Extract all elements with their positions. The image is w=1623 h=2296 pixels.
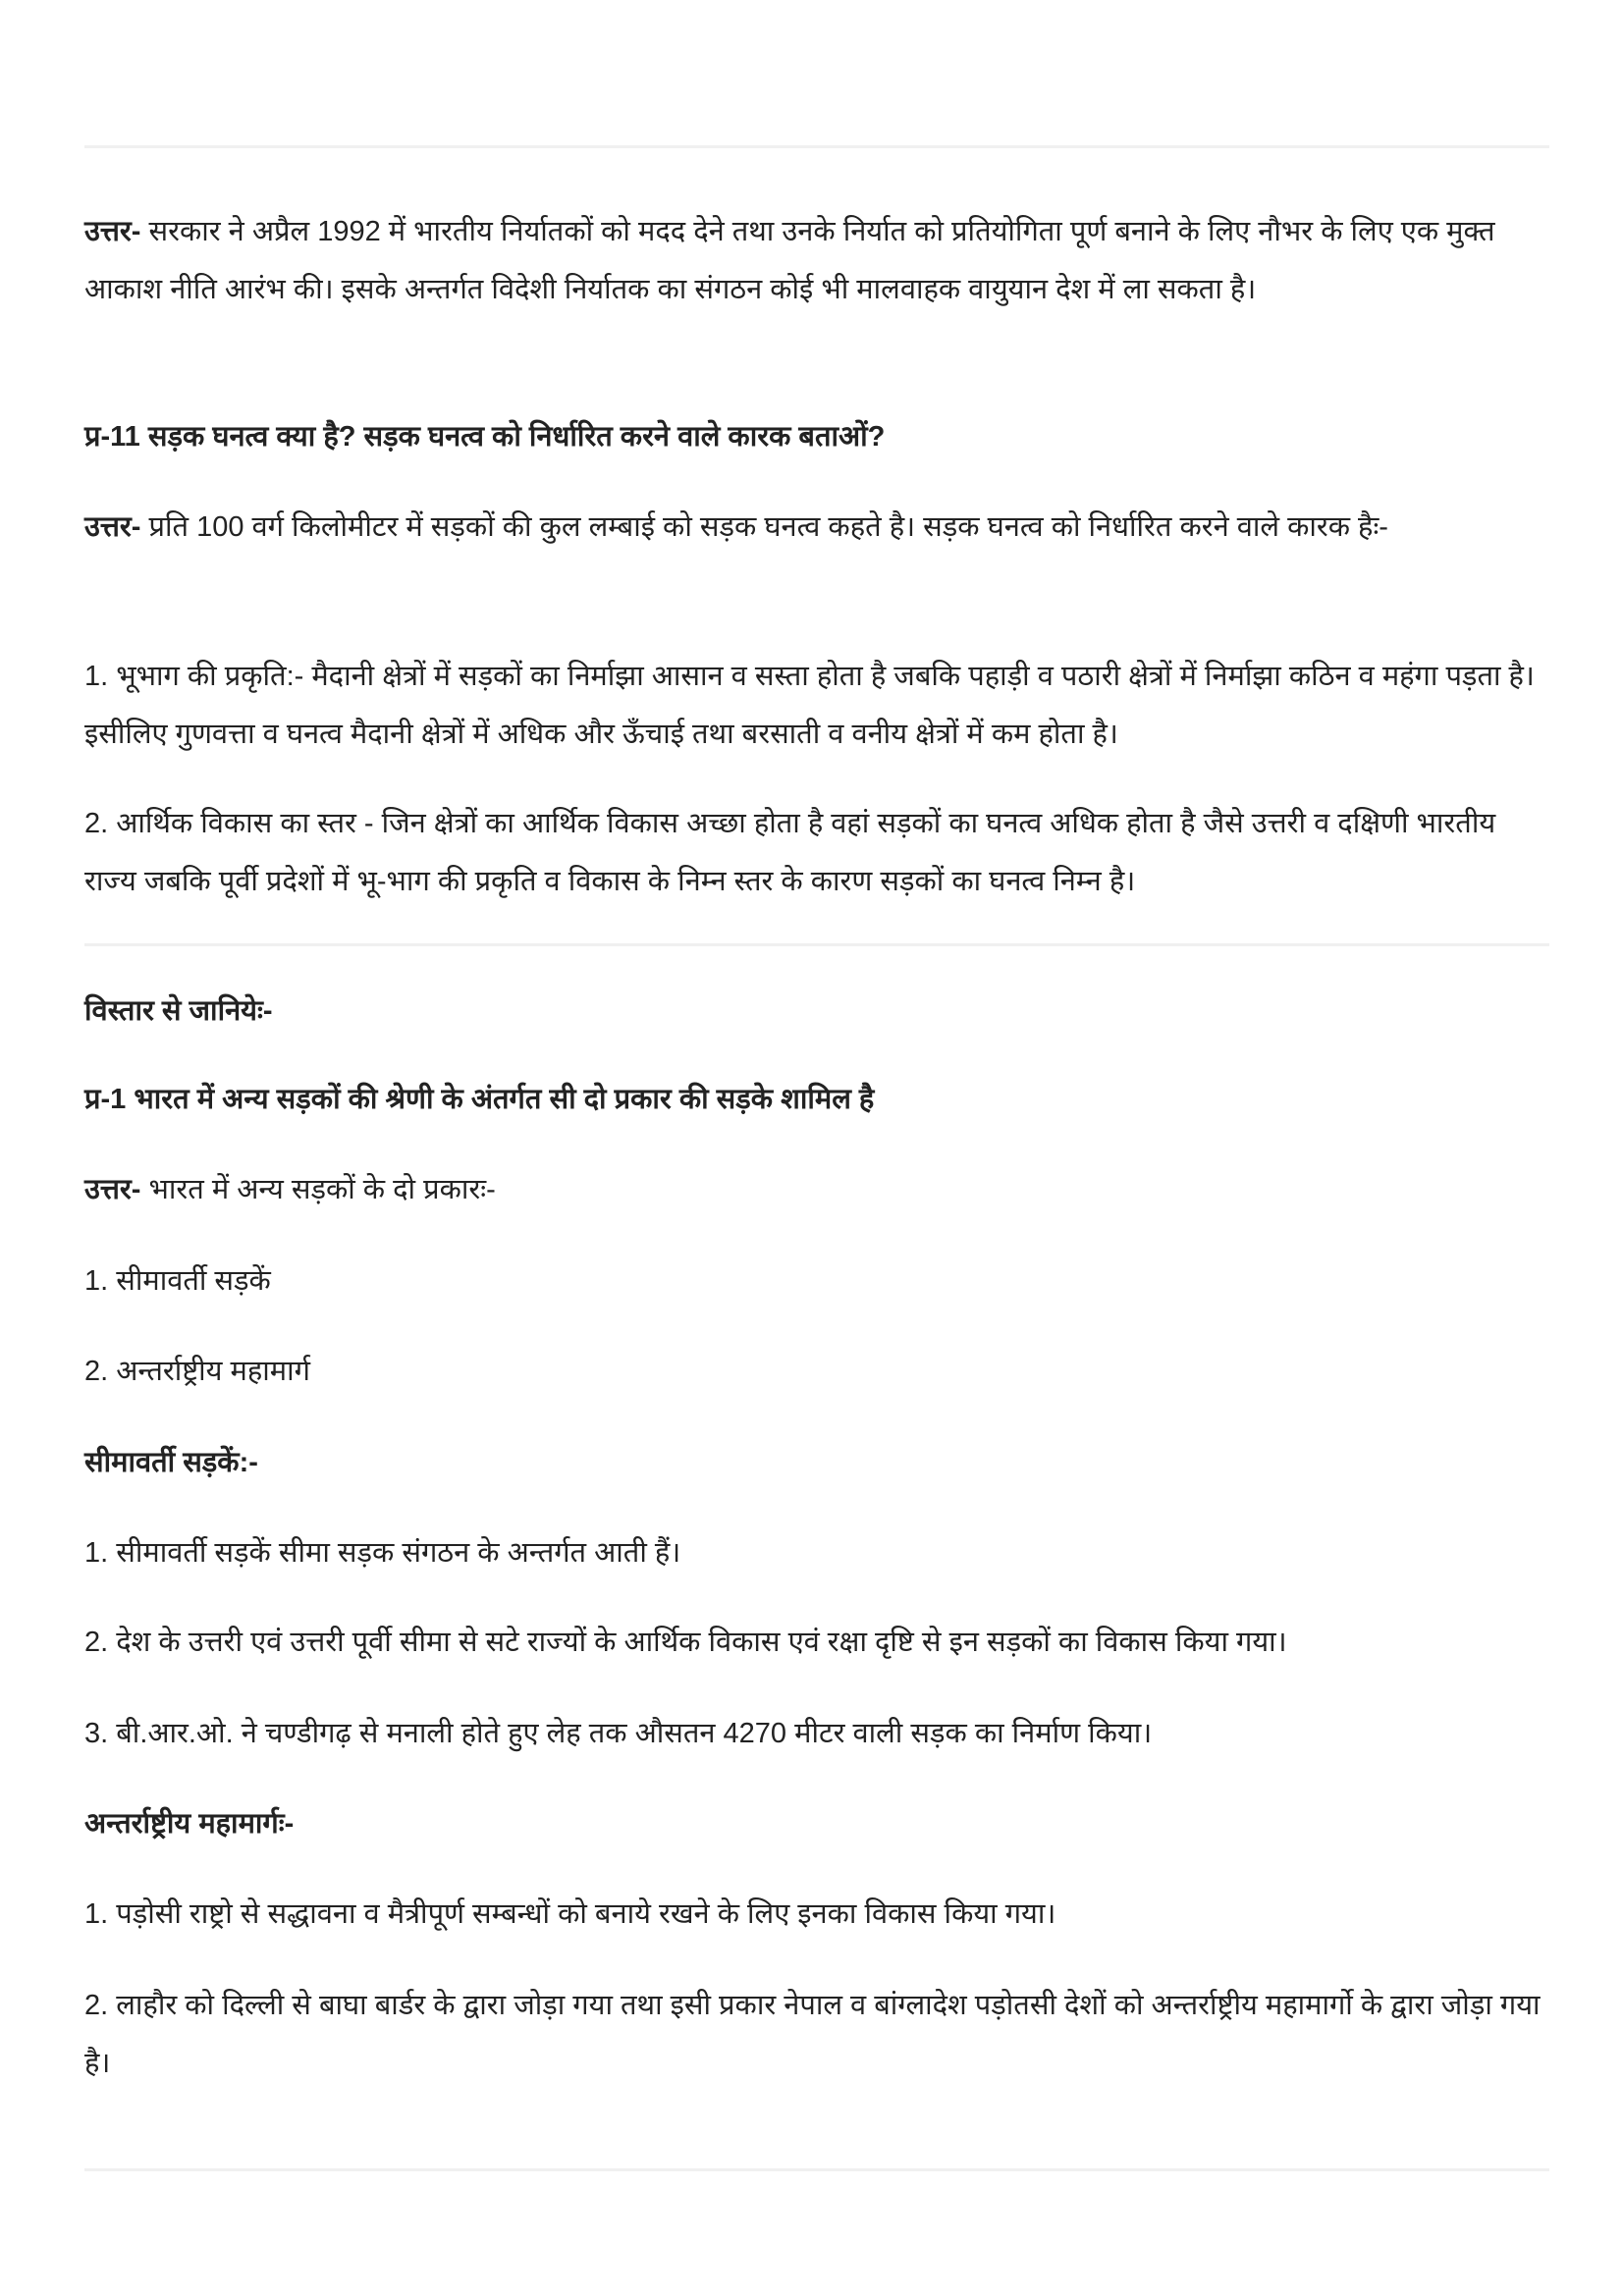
subheading-border-roads: सीमावर्ती सड़कें:- [84, 1447, 258, 1478]
answer-label: उत्तर- [84, 216, 141, 247]
list-item: 2. अन्तर्राष्ट्रीय महामार्ग [84, 1356, 310, 1387]
divider [84, 145, 1549, 148]
answer-paragraph [84, 203, 1549, 319]
list-item: 1. सीमावर्ती सड़कें सीमा सड़क संगठन के अन्तर्गत आती हैं। [84, 1537, 681, 1569]
list-item: 1. सीमावर्ती सड़कें [84, 1265, 271, 1297]
subheading-international-highways: अन्तर्राष्ट्रीय महामार्गः- [84, 1808, 295, 1840]
divider [84, 2168, 1549, 2171]
question-heading: प्र-1 भारत में अन्य सड़कों की श्रेणी के अंतर्गत सी दो प्रकार की सड़के शामिल है [84, 1084, 875, 1115]
answer-label: उत्तर- [84, 1174, 141, 1205]
list-item: 2. देश के उत्तरी एवं उत्तरी पूर्वी सीमा से सटे राज्यों के आर्थिक विकास एवं रक्षा दृष्टि से इन सड़कों का विकास किया गया। [84, 1627, 1287, 1658]
list-item: 2. लाहौर को दिल्ली से बाघा बार्डर के द्वारा जोड़ा गया तथा इसी प्रकार नेपाल व बांग्लादेश पड़ोतसी देशों को अन्तर्राष्ट्रीय महामार्गो के द्वारा जोड़ा गया है। [84, 1990, 1541, 2079]
answer-paragraph [84, 1161, 1549, 1219]
answer-text: भारत में अन्य सड़कों के दो प्रकारः- [140, 1174, 496, 1205]
section-heading: विस्तार से जानियेः- [84, 995, 273, 1027]
answer-text: प्रति 100 वर्ग किलोमीटर में सड़कों की कुल लम्बाई को सड़क घनत्व कहते है। सड़क घनत्व को निर्धारित करने वाले कारक हैः- [140, 511, 1388, 543]
question-heading: प्र-11 सड़क घनत्व क्या है? सड़क घनत्व को निर्धारित करने वाले कारक बताओं? [84, 421, 886, 453]
list-item: 1. भूभाग की प्रकृति:- मैदानी क्षेत्रों में सड़कों का निर्माझा आसान व सस्ता होता है जबकि पहाड़ी व पठारी क्षेत्रों में निर्माझा कठिन व महंगा पड़ता है। इसीलिए गुणवत्ता व घनत्व मैदानी क्षेत्रों में अधिक और ऊँचाई तथा बरसाती व वनीय क्षेत्रों में कम होता है। [84, 661, 1535, 750]
list-item: 2. आर्थिक विकास का स्तर - जिन क्षेत्रों का आर्थिक विकास अच्छा होता है वहां सड़कों का घनत्व अधिक होता है जैसे उत्तरी व दक्षिणी भारतीय राज्य जबकि पूर्वी प्रदेशों में भू-भाग की प्रकृति व विकास के निम्न स्तर के कारण सड़कों का घनत्व निम्न है। [84, 808, 1496, 897]
answer-text: सरकार ने अप्रैल 1992 में भारतीय निर्यातकों को मदद देने तथा उनके निर्यात को प्रतियोगिता पूर्ण बनाने के लिए नौभर के लिए एक मुक्त आकाश नीति आरंभ की। इसके अन्तर्गत विदेशी निर्यातक का संगठन कोई भी मालवाहक वायुयान देश में ला सकता है। [84, 216, 1495, 305]
list-item: 1. पड़ोसी राष्ट्रो से सद्धावना व मैत्रीपूर्ण सम्बन्धों को बनाये रखने के लिए इनका विकास किया गया। [84, 1898, 1056, 1930]
divider [84, 943, 1549, 946]
answer-label: उत्तर- [84, 511, 141, 543]
list-item: 3. बी.आर.ओ. ने चण्डीगढ़ से मनाली होते हुए लेह तक औसतन 4270 मीटर वाली सड़क का निर्माण किया। [84, 1718, 1153, 1749]
answer-paragraph [84, 499, 1549, 557]
